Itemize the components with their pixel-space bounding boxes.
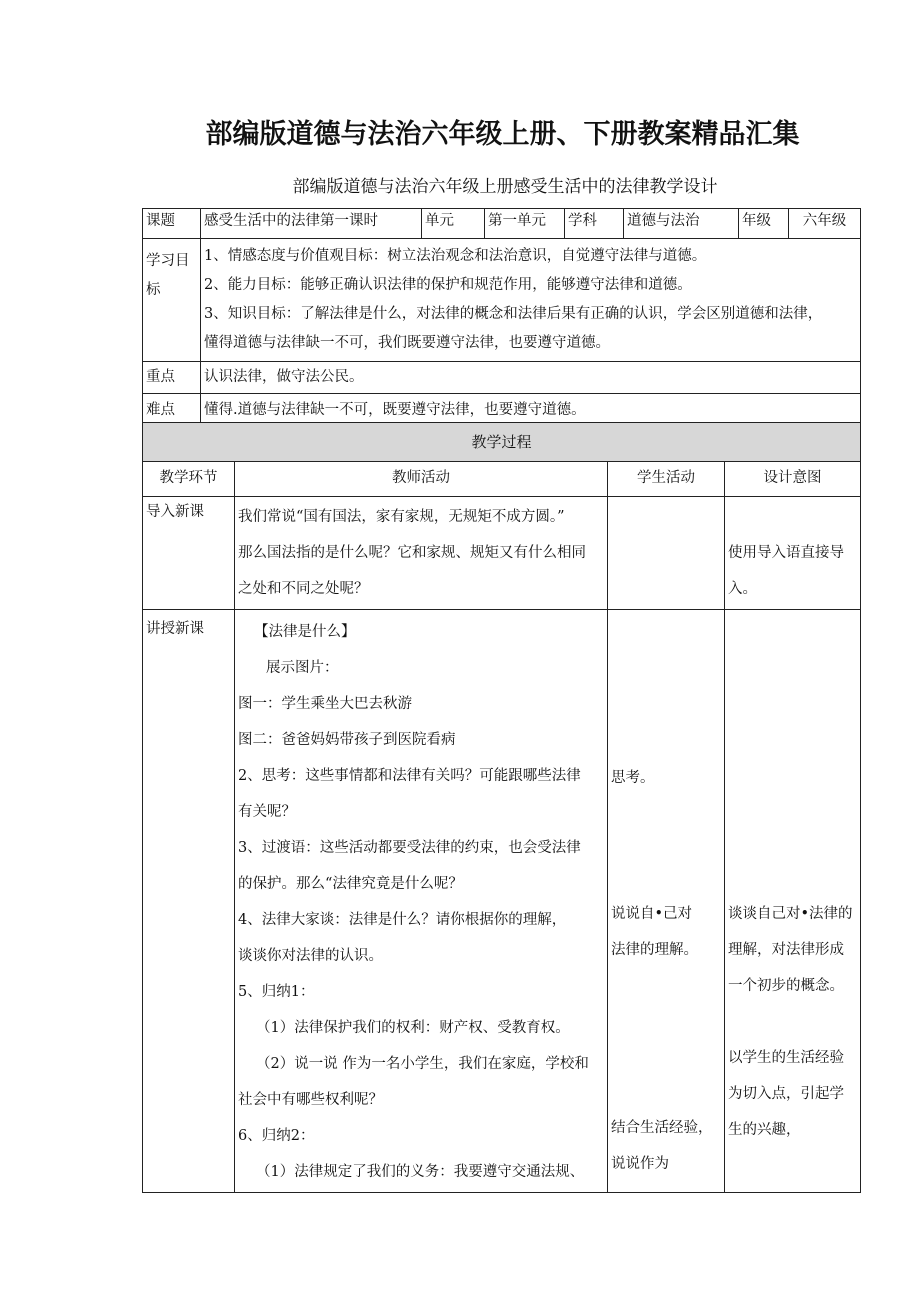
teacher-intro-line: 我们常说“国有国法，家有家规，无规矩不成方圆。” [238,509,565,525]
student-new-line: 思考。 [611,770,655,786]
document-main-title: 部编版道德与法治六年级上册、下册教案精品汇集 [205,119,800,150]
teacher-new-line: （1）法律保护我们的权利：财产权、受教育权。 [256,1020,570,1036]
stage-new: 讲授新课 [143,610,235,1193]
grade-value: 六年级 [789,209,861,239]
teacher-new-line: 有关呢？ [238,804,296,820]
teacher-new-line: 展示图片： [266,660,339,676]
teacher-new-line: 2、思考：这些事情都和法律有关吗？可能跟哪些法律 [238,768,581,784]
design-intro [725,497,861,610]
student-new-line: 结合生活经验， [611,1120,713,1136]
process-band-header: 教学过程 [143,423,861,462]
teacher-new-line: 的保护。那么“法律究竟是什么呢？ [238,876,463,892]
teacher-new-line: 谈谈你对法律的认识。 [238,948,383,964]
design-intro-line: 入。 [728,581,757,597]
difficulty-label: 难点 [143,394,201,428]
teacher-intro-line: 之处和不同之处呢？ [238,581,369,597]
subject-label: 学科 [565,209,624,239]
teacher-new-line: 社会中有哪些权利呢？ [238,1092,383,1108]
teacher-intro-line: 那么国法指的是什么呢？它和家规、规矩又有什么相同 [238,545,586,561]
teacher-new-line: 3、过渡语：这些活动都要受法律的约束，也会受法律 [238,840,581,856]
key-point-value: 认识法律，做守法公民。 [201,362,861,394]
teacher-new-line: 【法律是什么】 [254,624,356,640]
teacher-new-line: 图一：学生乘坐大巴去秋游 [238,696,412,712]
topic-value: 感受生活中的法律第一课时 [201,209,422,239]
student-new-line: 说说自•己对 [611,906,693,922]
unit-value: 第一单元 [485,209,565,239]
difficulty-value: 懂得.道德与法律缺一不可，既要遵守法律，也要遵守道德。 [201,394,861,428]
objectives-list [201,239,861,362]
objective-item: 3、知识目标：了解法律是什么，对法律的概念和法律后果有正确的认识，学会区别道德和法律， [204,306,823,322]
lesson-info-table [142,208,861,428]
col-header-student: 学生活动 [608,462,725,497]
teacher-new-line: 5、归纳1： [238,984,315,1000]
design-new-line: 一个初步的概念。 [728,978,844,994]
design-intro-line: 使用导入语直接导 [728,545,844,561]
stage-intro: 导入新课 [143,497,235,610]
design-new-line: 为切入点，引起学 [728,1086,844,1102]
col-header-teacher: 教师活动 [235,462,608,497]
student-new [608,610,725,1193]
teaching-process-table [142,422,861,1193]
subject-value: 道德与法治 [624,209,739,239]
teacher-new [235,610,608,1193]
teacher-new-line: 图二：爸爸妈妈带孩子到医院看病 [238,732,456,748]
topic-label: 课题 [143,209,201,239]
design-new-line: 以学生的生活经验 [728,1050,844,1066]
unit-label: 单元 [422,209,485,239]
objective-item: 懂得道德与法律缺一不可，我们既要遵守法律，也要遵守道德。 [204,335,610,351]
student-new-line: 法律的理解。 [611,942,698,958]
teacher-new-line: 6、归纳2： [238,1128,315,1144]
col-header-design: 设计意图 [725,462,861,497]
objective-item: 2、能力目标：能够正确认识法律的保护和规范作用，能够遵守法律和道德。 [204,277,692,293]
document-sub-title: 部编版道德与法治六年级上册感受生活中的法律教学设计 [292,177,718,197]
grade-label: 年级 [739,209,789,239]
student-new-line: 说说作为 [611,1156,669,1172]
key-point-label: 重点 [143,362,201,394]
objective-item: 1、情感态度与价值观目标：树立法治观念和法治意识，自觉遵守法律与道德。 [204,248,707,264]
teacher-intro [235,497,608,610]
design-new-line: 理解，对法律形成 [728,942,844,958]
teacher-new-line: （2）说一说 作为一名小学生，我们在家庭，学校和 [256,1056,589,1072]
design-new [725,610,861,1193]
design-new-line: 谈谈自己对•法律的 [728,906,853,922]
design-new-line: 生的兴趣， [728,1122,801,1138]
teacher-new-line: 4、法律大家谈：法律是什么？请你根据你的理解， [238,912,567,928]
objectives-label: 学习目标 [143,239,201,362]
col-header-stage: 教学环节 [143,462,235,497]
student-intro [608,497,725,610]
teacher-new-line: （1）法律规定了我们的义务：我要遵守交通法规、 [256,1164,585,1180]
